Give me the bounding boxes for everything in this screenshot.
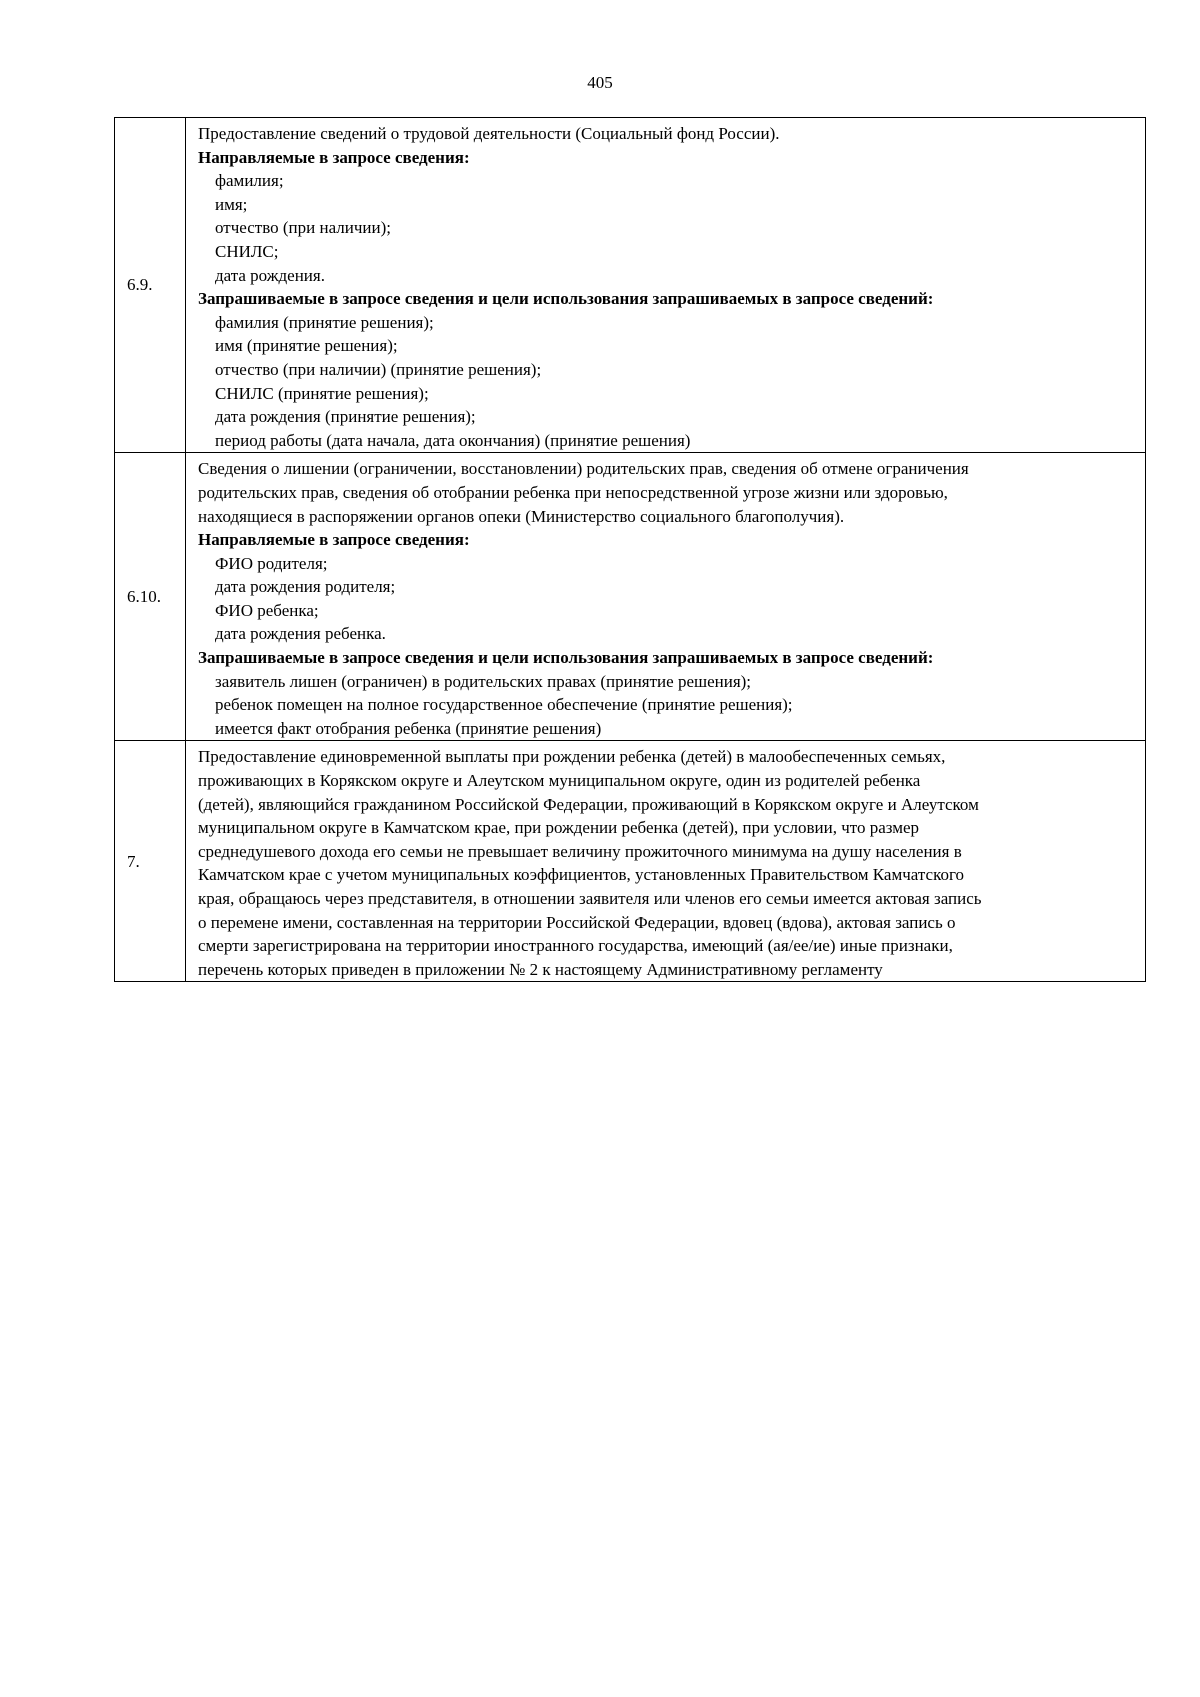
row-description: Предоставление единовременной выплаты при рождении ребенка (детей) в малообеспеченных семьях, (198, 747, 946, 767)
list-item: отчество (при наличии); (215, 218, 391, 238)
list-item: имеется факт отобрания ребенка (принятие решения) (215, 718, 602, 738)
row-description: среднедушевого дохода его семьи не превышает величину прожиточного минимума на душу населения в (198, 841, 962, 861)
list-item: дата рождения ребенка. (215, 624, 386, 644)
row-description: находящиеся в распоряжении органов опеки (Министерство социального благополучия). (198, 506, 845, 526)
list-item: фамилия; (215, 171, 284, 191)
row-description: родительских прав, сведения об отобрании ребенка при непосредственной угрозе жизни или здоровью, (198, 482, 948, 502)
list-item: отчество (при наличии) (принятие решения); (215, 359, 542, 379)
row-content (186, 741, 1146, 982)
list-item: СНИЛС (принятие решения); (215, 383, 429, 403)
section-heading: Направляемые в запросе сведения: (198, 530, 470, 550)
row-description: перечень которых приведен в приложении № 2 к настоящему Административному регламенту (198, 959, 883, 979)
row-description: смерти зарегистрирована на территории иностранного государства, имеющий (ая/ее/ие) иные признаки, (198, 936, 953, 956)
list-item: период работы (дата начала, дата окончания) (принятие решения) (215, 430, 691, 450)
list-item: дата рождения. (215, 265, 325, 285)
list-item: дата рождения (принятие решения); (215, 407, 476, 427)
row-number: 7. (115, 741, 186, 982)
section-heading: Запрашиваемые в запросе сведения и цели использования запрашиваемых в запросе сведений: (198, 648, 934, 668)
row-description: Сведения о лишении (ограничении, восстановлении) родительских прав, сведения об отмене ограничения (198, 459, 969, 479)
list-item: ФИО ребенка; (215, 600, 319, 620)
table-row (115, 118, 1146, 453)
list-item: имя; (215, 194, 248, 214)
list-item: дата рождения родителя; (215, 577, 396, 597)
table-row (115, 453, 1146, 741)
row-content (186, 118, 1146, 453)
table-row (115, 741, 1146, 982)
section-heading: Запрашиваемые в запросе сведения и цели использования запрашиваемых в запросе сведений: (198, 289, 934, 309)
list-item: фамилия (принятие решения); (215, 312, 434, 332)
row-description: Предоставление сведений о трудовой деятельности (Социальный фонд России). (198, 124, 780, 143)
row-description: муниципальном округе в Камчатском крае, при рождении ребенка (детей), при условии, что размер (198, 818, 920, 838)
row-description: края, обращаюсь через представителя, в отношении заявителя или членов его семьи имеется актовая запись (198, 889, 982, 908)
list-item: ребенок помещен на полное государственное обеспечение (принятие решения); (215, 695, 793, 715)
requirements-table (114, 117, 1146, 982)
page-number: 405 (587, 73, 613, 92)
row-description: проживающих в Корякском округе и Алеутском муниципальном округе, один из родителей ребенка (198, 771, 921, 791)
row-number: 6.9. (115, 118, 186, 453)
row-description: о перемене имени, составленная на территории Российской Федерации, вдовец (вдова), актовая запись о (198, 912, 956, 932)
list-item: ФИО родителя; (215, 553, 328, 573)
row-description: (детей), являющийся гражданином Российской Федерации, проживающий в Корякском округе и Алеутском (198, 794, 979, 814)
section-heading: Направляемые в запросе сведения: (198, 147, 470, 167)
list-item: заявитель лишен (ограничен) в родительских правах (принятие решения); (215, 671, 752, 691)
row-description: Камчатском крае с учетом муниципальных коэффициентов, установленных Правительством Камчатского (198, 865, 965, 885)
row-content (186, 453, 1146, 741)
list-item: имя (принятие решения); (215, 336, 398, 356)
list-item: СНИЛС; (215, 241, 279, 261)
row-number: 6.10. (115, 453, 186, 741)
